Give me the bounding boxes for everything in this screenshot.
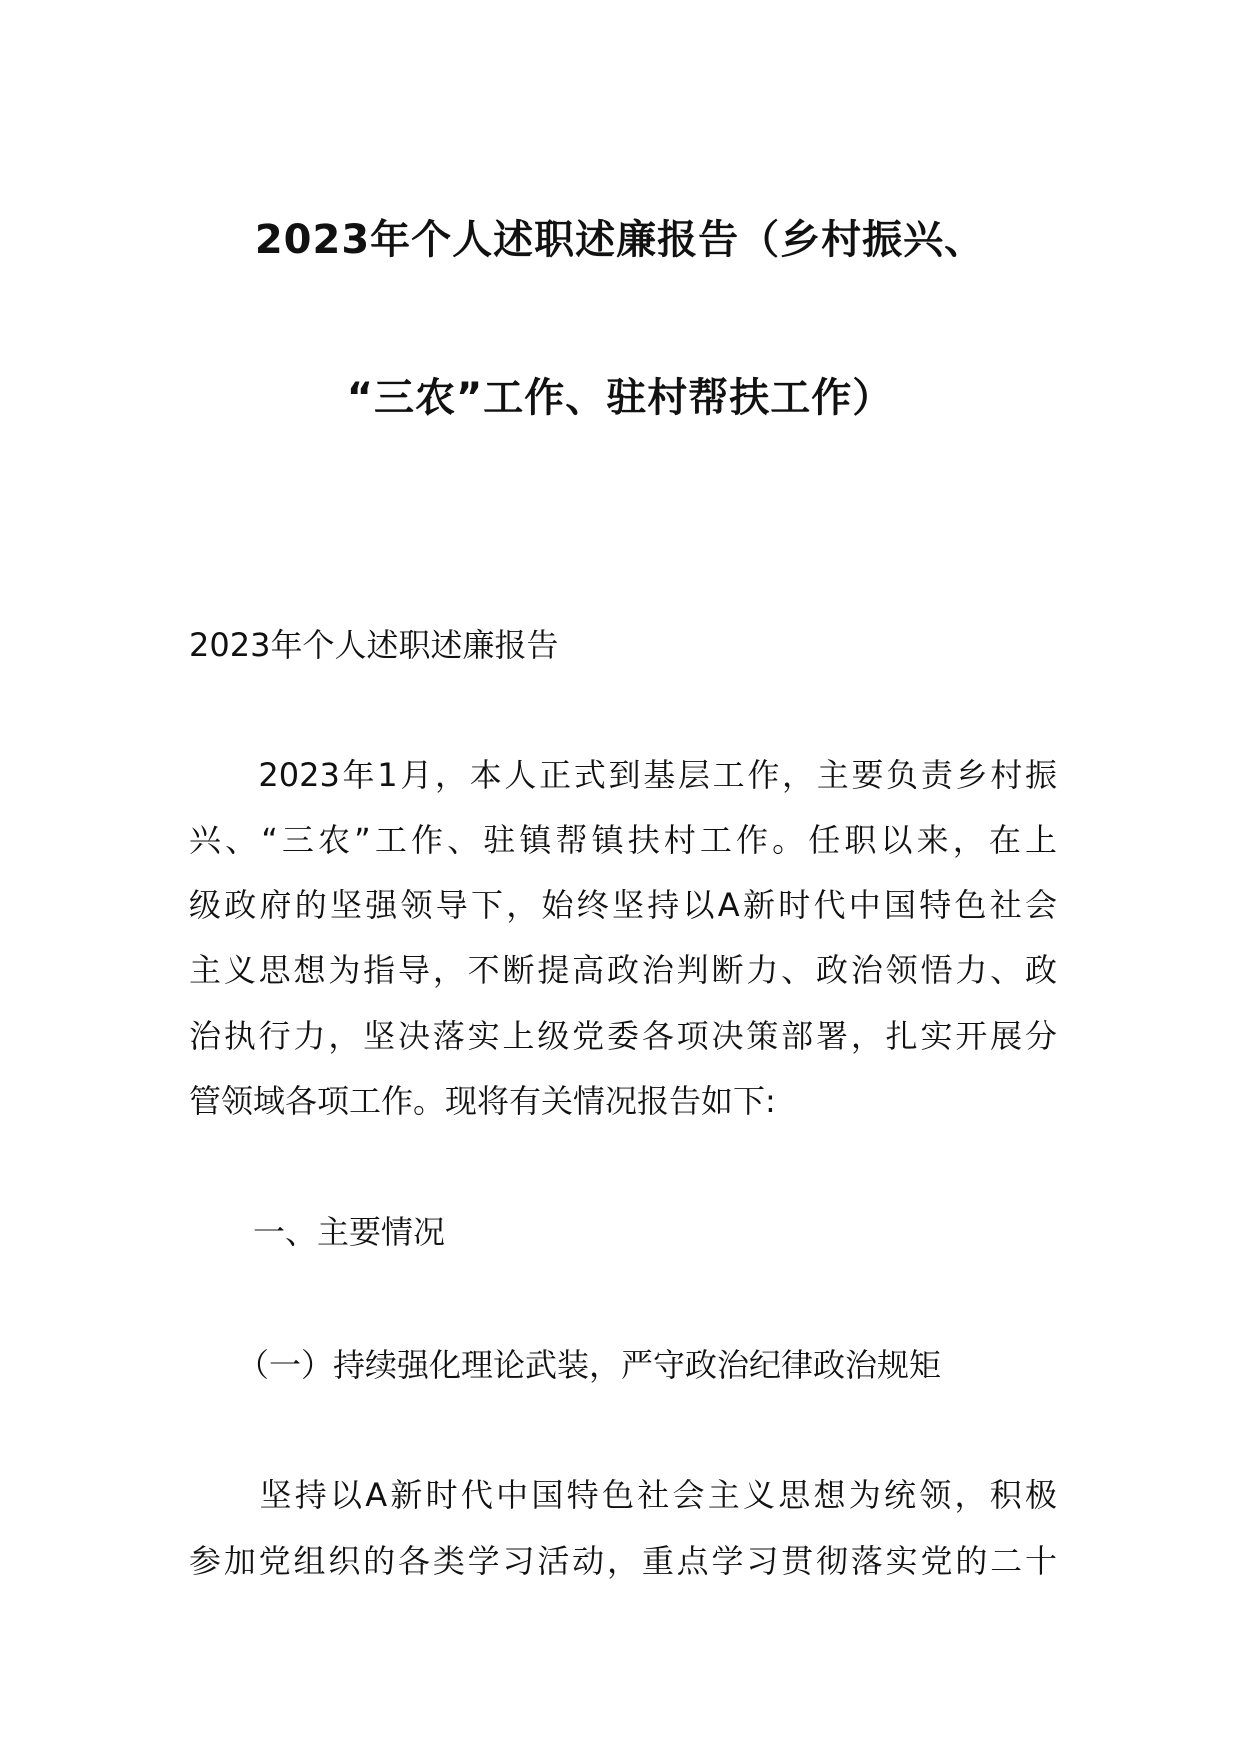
paragraph-line: 参加党组织的各类学习活动，重点学习贯彻落实党的二十 (189, 1542, 1057, 1580)
paragraph-line: 管领域各项工作。现将有关情况报告如下: (189, 1082, 776, 1120)
subsection-heading: （一）持续强化理论武装，严守政治纪律政治规矩 (189, 1346, 942, 1384)
section-heading: 一、主要情况 (189, 1213, 446, 1251)
paragraph-line: 兴、“三农”工作、驻镇帮镇扶村工作。任职以来，在上 (189, 821, 1057, 859)
paragraph-line: 治执行力，坚决落实上级党委各项决策部署，扎实开展分 (189, 1017, 1057, 1055)
paragraph-line: 级政府的坚强领导下，始终坚持以A新时代中国特色社会 (189, 886, 1057, 924)
document-title-line-2: “三农”工作、驻村帮扶工作） (346, 375, 894, 421)
document-title-line-1: 2023年个人述职述廉报告（乡村振兴、 (254, 217, 986, 263)
paragraph-line: 坚持以A新时代中国特色社会主义思想为统领，积极 (189, 1476, 1057, 1514)
subtitle: 2023年个人述职述廉报告 (189, 626, 559, 664)
paragraph-line: 2023年1月，本人正式到基层工作，主要负责乡村振 (189, 756, 1057, 794)
paragraph-line: 主义思想为指导，不断提高政治判断力、政治领悟力、政 (189, 951, 1057, 989)
